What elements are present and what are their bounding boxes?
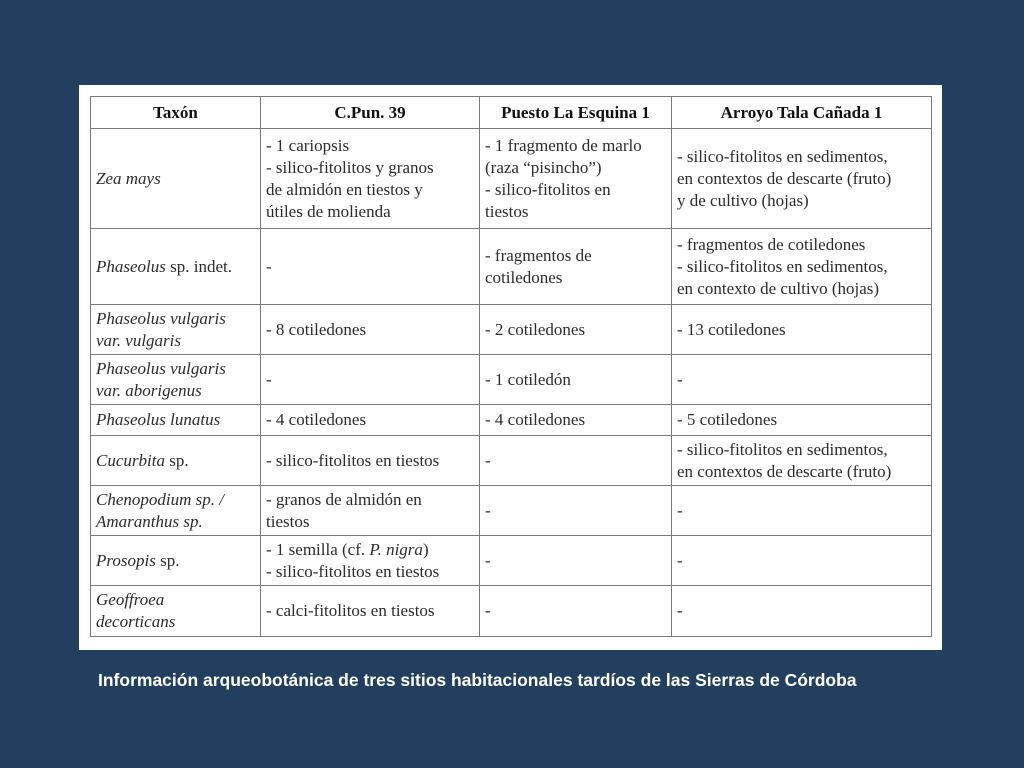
cell-site1: - silico-fitolitos en tiestos [261, 436, 480, 486]
table-row [91, 305, 932, 355]
slide-caption: Información arqueobotánica de tres sitios habitacionales tardíos de las Sierras de Córdoba [98, 670, 857, 690]
cell-site1: - [261, 355, 480, 405]
archaeobotanical-table [90, 96, 932, 637]
header-site-arroyo-tala: Arroyo Tala Cañada 1 [672, 97, 932, 129]
table-header-row [91, 97, 932, 129]
taxon-cell: Cucurbita sp. [91, 436, 261, 486]
table-row [91, 536, 932, 586]
taxon-cell: Phaseolus vulgaris var. vulgaris [91, 305, 261, 355]
cell-site2: - 4 cotiledones [480, 405, 672, 436]
cell-site1: - granos de almidón en tiestos [261, 486, 480, 536]
taxon-cell: Phaseolus lunatus [91, 405, 261, 436]
cell-site2: - [480, 486, 672, 536]
cell-site2: - fragmentos de cotiledones [480, 229, 672, 305]
header-taxon: Taxón [91, 97, 261, 129]
cell-site1: - calci-fitolitos en tiestos [261, 586, 480, 637]
table-row [91, 486, 932, 536]
table-panel [79, 85, 942, 650]
table-row [91, 229, 932, 305]
table-row [91, 436, 932, 486]
cell-site2: - 1 fragmento de marlo (raza “pisincho”) - silico-fitolitos en tiestos [480, 129, 672, 229]
cell-site2: - 2 cotiledones [480, 305, 672, 355]
header-site-puesto-la-esquina: Puesto La Esquina 1 [480, 97, 672, 129]
header-site-cpun39: C.Pun. 39 [261, 97, 480, 129]
table-row [91, 586, 932, 637]
cell-site2: - [480, 586, 672, 637]
cell-site1: - 8 cotiledones [261, 305, 480, 355]
cell-site3: - 13 cotiledones [672, 305, 932, 355]
cell-site2: - [480, 436, 672, 486]
cell-site3: - [672, 586, 932, 637]
table-row [91, 405, 932, 436]
taxon-cell: Chenopodium sp. / Amaranthus sp. [91, 486, 261, 536]
cell-site3: - silico-fitolitos en sedimentos, en contextos de descarte (fruto) y de cultivo (hojas) [672, 129, 932, 229]
table-row [91, 129, 932, 229]
cell-site1: - [261, 229, 480, 305]
taxon-cell: Prosopis sp. [91, 536, 261, 586]
taxon-cell: Geoffroea decorticans [91, 586, 261, 637]
cell-site3: - [672, 486, 932, 536]
cell-site3: - [672, 355, 932, 405]
table-row [91, 355, 932, 405]
cell-site1: - 1 cariopsis - silico-fitolitos y granos de almidón en tiestos y útiles de molienda [261, 129, 480, 229]
cell-site2: - 1 cotiledón [480, 355, 672, 405]
cell-site2: - [480, 536, 672, 586]
taxon-cell: Phaseolus sp. indet. [91, 229, 261, 305]
cell-site3: - silico-fitolitos en sedimentos, en contextos de descarte (fruto) [672, 436, 932, 486]
taxon-cell: Zea mays [91, 129, 261, 229]
cell-site3: - fragmentos de cotiledones - silico-fitolitos en sedimentos, en contexto de cultivo (hojas) [672, 229, 932, 305]
cell-site1: - 4 cotiledones [261, 405, 480, 436]
cell-site3: - [672, 536, 932, 586]
cell-site3: - 5 cotiledones [672, 405, 932, 436]
cell-site1: - 1 semilla (cf. P. nigra) - silico-fitolitos en tiestos [261, 536, 480, 586]
taxon-cell: Phaseolus vulgaris var. aborigenus [91, 355, 261, 405]
